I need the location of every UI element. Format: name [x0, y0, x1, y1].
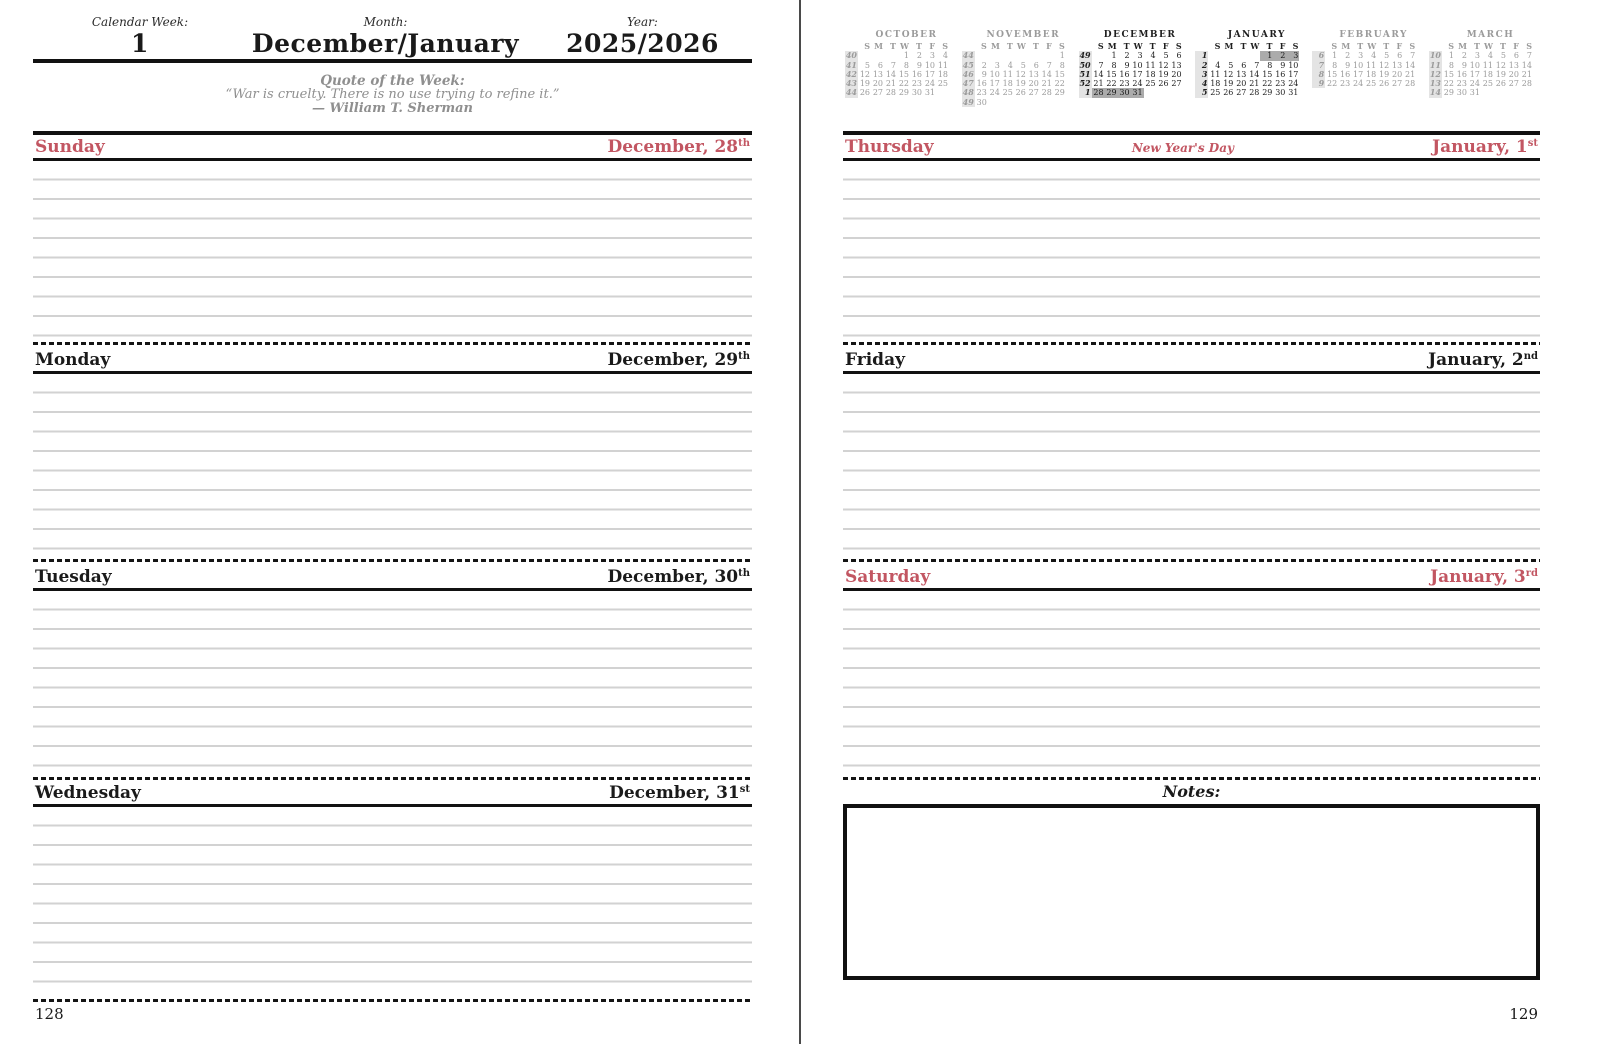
section-dashed-divider	[33, 777, 752, 780]
day-name: Friday	[845, 350, 905, 370]
mini-calendar-week-row: 2 4 5 6 7 8 9 10	[1195, 61, 1306, 70]
mini-calendar-dow-row: S M T W T F S	[1448, 41, 1532, 51]
mini-calendar-week-row: 41 5 6 7 8 9 10 11	[845, 59, 948, 70]
day-date: January, 1st	[1432, 137, 1538, 157]
day-header-thursday	[843, 135, 1540, 161]
header-divider-rule	[33, 59, 752, 63]
date-ordinal: rd	[1525, 568, 1538, 579]
mini-calendar-week-row: 5 25 26 27 28 29 30 31	[1195, 88, 1306, 97]
mini-calendar-february	[1312, 30, 1423, 107]
quote-attribution: — William T. Sherman	[312, 101, 473, 116]
date-ordinal: st	[1527, 138, 1538, 149]
mini-calendar-dow-row: S M T W T F S	[1331, 41, 1416, 51]
day-date: January, 2nd	[1428, 350, 1538, 370]
day-name: Thursday	[845, 137, 934, 157]
page-number-right: 129	[1509, 1005, 1538, 1023]
mini-calendar-week-row: 45 2 3 4 5 6 7 8	[962, 59, 1065, 70]
notes-writing-box[interactable]	[843, 804, 1540, 980]
day-header-tuesday	[33, 565, 752, 591]
mini-calendar-week-row: 44 1	[962, 50, 1065, 61]
mini-calendar-week-row: 7 8 9 10 11 12 13 14	[1312, 61, 1423, 70]
mini-calendar-week-row: 9 22 23 24 25 26 27 28	[1312, 79, 1423, 88]
mini-calendar-dow-row: S M T W T F S	[1097, 41, 1182, 51]
mini-calendar-week-row: 10 1 2 3 4 5 6 7	[1429, 50, 1532, 61]
mini-calendar-january	[1195, 30, 1306, 107]
section-dashed-divider	[843, 342, 1540, 345]
month-value: December/January	[251, 29, 520, 58]
date-ordinal: nd	[1523, 351, 1538, 362]
day-section-saturday	[843, 565, 1540, 780]
calendar-week-value: 1	[131, 29, 149, 58]
day-date: December, 30th	[607, 567, 750, 587]
mini-calendar-october	[845, 30, 956, 107]
mini-calendar-dow-row: S M T W T F S	[1214, 41, 1299, 51]
mini-calendar-week-row: 52 21 22 23 24 25 26 27	[1079, 78, 1182, 89]
section-dashed-divider	[33, 559, 752, 562]
day-header-wednesday	[33, 781, 752, 807]
mini-calendar-march	[1429, 30, 1540, 107]
monday-writing-area[interactable]	[33, 374, 752, 558]
day-header-sunday	[33, 135, 752, 161]
friday-writing-area[interactable]	[843, 374, 1540, 558]
mini-calendar-month-title: OCTOBER	[875, 30, 938, 40]
page-left	[33, 0, 752, 1044]
notes-title: Notes:	[1162, 782, 1221, 801]
day-section-sunday	[33, 131, 752, 345]
year-value: 2025/2026	[566, 29, 719, 58]
mini-calendar-december	[1079, 30, 1190, 107]
day-section-friday	[843, 348, 1540, 562]
mini-calendar-week-row: 11 8 9 10 11 12 13 14	[1429, 59, 1532, 70]
mini-calendar-week-row: 46 9 10 11 12 13 14 15	[962, 68, 1065, 79]
mini-calendar-week-row: 49 30	[962, 96, 987, 107]
day-header-monday	[33, 348, 752, 374]
date-ordinal: st	[739, 784, 750, 795]
day-name: Monday	[35, 350, 111, 370]
page-right	[843, 0, 1540, 1044]
year-label: Year:	[627, 15, 658, 29]
day-date: January, 3rd	[1430, 567, 1538, 587]
mini-calendar-week-row: 14 29 30 31	[1429, 87, 1480, 98]
mini-calendar-week-row: 44 26 27 28 29 30 31	[845, 87, 935, 98]
mini-calendar-week-row: 1 1 2 3	[1195, 51, 1306, 60]
mini-calendar-week-row: 3 11 12 13 14 15 16 17	[1195, 70, 1306, 79]
day-date: December, 29th	[607, 350, 750, 370]
month-label: Month:	[363, 15, 408, 29]
mini-calendar-november	[962, 30, 1073, 107]
quote-title: Quote of the Week:	[320, 73, 465, 89]
section-dashed-divider	[843, 559, 1540, 562]
page-gutter-divider	[799, 0, 801, 1044]
mini-calendar-month-title: NOVEMBER	[986, 30, 1061, 40]
section-dashed-divider	[33, 342, 752, 345]
year-block	[533, 16, 752, 59]
day-name: Saturday	[845, 567, 931, 587]
mini-calendar-week-row: 8 15 16 17 18 19 20 21	[1312, 70, 1423, 79]
mini-calendars	[845, 30, 1540, 107]
day-date: December, 28th	[607, 137, 750, 157]
page-number-left: 128	[35, 1005, 64, 1023]
mini-calendar-week-row: 51 14 15 16 17 18 19 20	[1079, 68, 1182, 79]
day-header-saturday	[843, 565, 1540, 591]
mini-calendar-month-title: JANUARY	[1227, 30, 1286, 40]
mini-calendar-week-row: 47 16 17 18 19 20 21 22	[962, 78, 1065, 89]
mini-calendar-week-row: 40 1 2 3 4	[845, 50, 948, 61]
day-section-monday	[33, 348, 752, 562]
mini-calendar-week-row: 43 19 20 21 22 23 24 25	[845, 78, 948, 89]
mini-calendar-week-row: 1 28 29 30 31	[1079, 88, 1190, 97]
quote-text: “War is cruelty. There is no use trying to refine it.”	[225, 87, 560, 102]
month-block	[238, 16, 533, 59]
wednesday-writing-area[interactable]	[33, 807, 752, 998]
mini-calendar-week-row: 50 7 8 9 10 11 12 13	[1079, 59, 1182, 70]
tuesday-writing-area[interactable]	[33, 591, 752, 776]
saturday-writing-area[interactable]	[843, 591, 1540, 776]
mini-calendar-week-row: 4 18 19 20 21 22 23 24	[1195, 79, 1306, 88]
date-ordinal: th	[738, 138, 750, 149]
day-section-thursday	[843, 131, 1540, 345]
day-section-wednesday	[33, 781, 752, 1002]
mini-calendar-dow-row: S M T W T F S	[864, 41, 948, 51]
day-header-friday	[843, 348, 1540, 374]
mini-calendar-week-row: 12 15 16 17 18 19 20 21	[1429, 68, 1532, 79]
holiday-note-new-years-day: New Year's Day	[1131, 141, 1234, 155]
day-name: Wednesday	[35, 783, 141, 803]
section-dashed-divider	[843, 777, 1540, 780]
sunday-writing-area[interactable]	[33, 161, 752, 341]
day-name: Tuesday	[35, 567, 112, 587]
day-name: Sunday	[35, 137, 105, 157]
day-section-tuesday	[33, 565, 752, 780]
mini-calendar-week-row: 48 23 24 25 26 27 28 29	[962, 87, 1065, 98]
section-dashed-divider	[33, 999, 752, 1002]
mini-calendar-month-title: DECEMBER	[1103, 30, 1177, 40]
mini-calendar-week-row: 6 1 2 3 4 5 6 7	[1312, 51, 1423, 60]
mini-calendar-dow-row: S M T W T F S	[981, 41, 1065, 51]
mini-calendar-week-row: 42 12 13 14 15 16 17 18	[845, 68, 948, 79]
thursday-writing-area[interactable]	[843, 161, 1540, 341]
day-date: December, 31st	[609, 783, 750, 803]
mini-calendar-week-row: 13 22 23 24 25 26 27 28	[1429, 78, 1532, 89]
calendar-week-label: Calendar Week:	[91, 15, 189, 29]
date-ordinal: th	[738, 568, 750, 579]
mini-calendar-month-title: MARCH	[1466, 30, 1515, 40]
calendar-week-block	[33, 16, 247, 59]
quote-of-the-week	[33, 74, 752, 116]
mini-calendar-month-title: FEBRUARY	[1339, 30, 1408, 40]
date-ordinal: th	[738, 351, 750, 362]
mini-calendar-week-row: 49 1 2 3 4 5 6	[1079, 50, 1182, 61]
